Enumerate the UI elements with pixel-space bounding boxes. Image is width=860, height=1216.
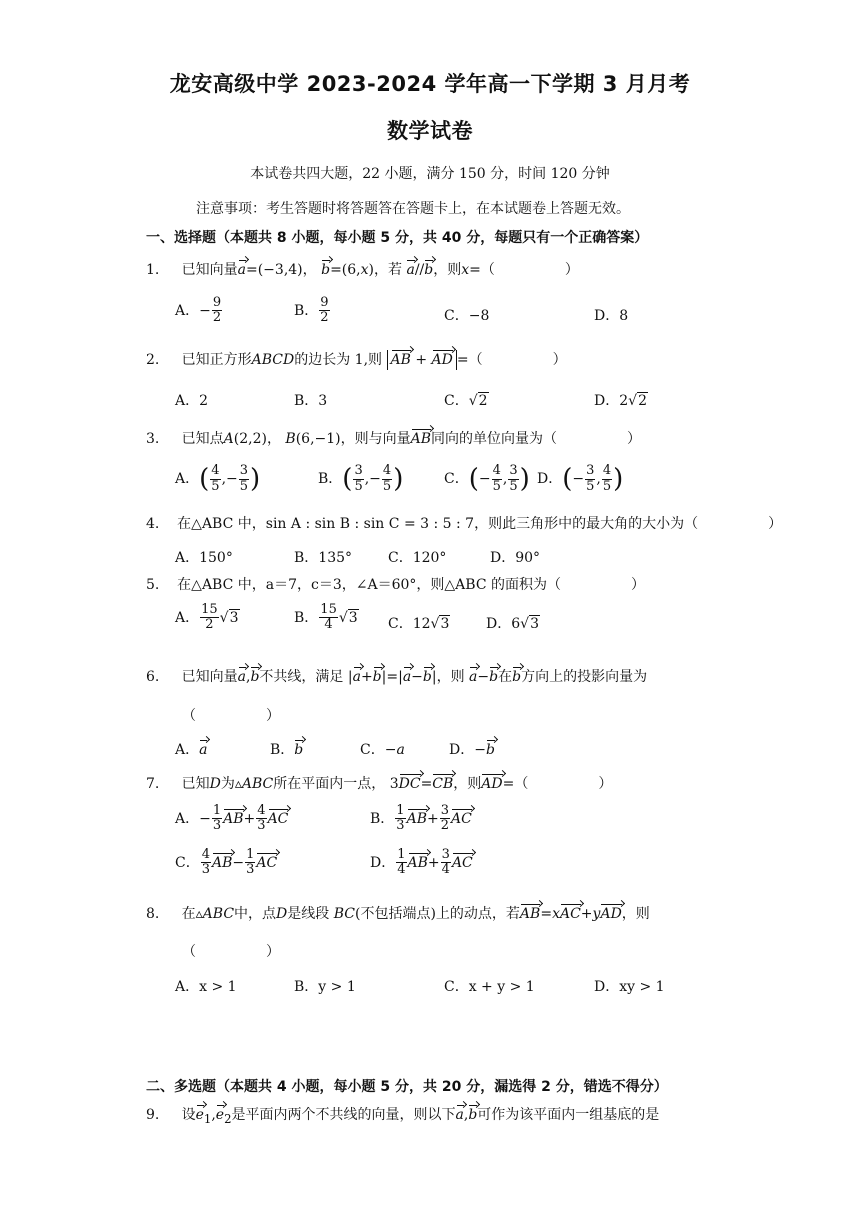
- q7-option-d[interactable]: D． $\frac{1}{4}$ AB+ $\frac{3}{4}$ AC: [370, 847, 473, 878]
- q3-option-a[interactable]: A．( $\frac{4}{5}$ ,− $\frac{3}{5}$ ): [175, 463, 261, 494]
- q5-option-a[interactable]: A． $\frac{15}{2}$ √3: [175, 602, 239, 633]
- q3-option-d[interactable]: D．(− $\frac{3}{5}$ , $\frac{4}{5}$ ): [537, 463, 624, 494]
- q8-option-b[interactable]: B．y > 1: [294, 979, 356, 995]
- q4-option-b[interactable]: B．135°: [294, 550, 353, 566]
- q6-option-a[interactable]: A．a: [175, 742, 208, 758]
- question-2: 2. 已知正方形ABCD的边长为 1,则 AB + AD =（ ）: [146, 352, 567, 368]
- q3-option-c[interactable]: C．(− $\frac{4}{5}$ , $\frac{3}{5}$ ): [444, 463, 530, 494]
- section-heading-1: 一、选择题（本题共 8 小题，每小题 5 分，共 40 分，每题只有一个正确答案）: [146, 230, 649, 246]
- q2-option-d[interactable]: D．2√2: [594, 393, 647, 409]
- q4-option-d[interactable]: D．90°: [490, 550, 541, 566]
- q8-option-a[interactable]: A．x > 1: [175, 979, 237, 995]
- q5-option-d[interactable]: D．6√3: [486, 616, 539, 632]
- q1-option-b[interactable]: B． $\frac{9}{2}$: [294, 295, 329, 326]
- q6-option-b[interactable]: B．b: [270, 742, 304, 758]
- q6-option-c[interactable]: C．−a: [360, 742, 405, 758]
- q8-option-d[interactable]: D．xy > 1: [594, 979, 665, 995]
- q3-option-b[interactable]: B．( $\frac{3}{5}$ ,− $\frac{4}{5}$ ): [318, 463, 404, 494]
- question-9: 9. 设$e_1,e_2$是平面内两个不共线的向量，则以下a,b可作为该平面内一组基底的是: [146, 1107, 660, 1126]
- q7-option-c[interactable]: C． $\frac{4}{3}$ AB− $\frac{1}{3}$ AC: [175, 847, 278, 878]
- question-1: 1. 已知向量a=(−3,4)， b=(6,x)，若 a//b，则x=（ ）: [146, 262, 579, 278]
- page-title-line1: 龙安高级中学 2023-2024 学年高一下学期 3 月月考: [169, 72, 691, 96]
- q1-option-c[interactable]: C．−8: [444, 308, 490, 324]
- question-5: 5. 在△ABC 中，a＝7，c＝3，∠A＝60°，则△ABC 的面积为（ ）: [146, 577, 646, 593]
- q8-option-c[interactable]: C．x + y > 1: [444, 979, 535, 995]
- q1-option-d[interactable]: D．8: [594, 308, 629, 324]
- question-6: 6. 已知向量a,b不共线，满足 |a+b|=|a−b|，则 a−b在b方向上的投影向量为: [146, 669, 648, 685]
- question-8: 8. 在▵ABC中，点D是线段 BC(不包括端点)上的动点，若AB=xAC+yAD，则: [146, 906, 650, 922]
- q6-option-d[interactable]: D．−b: [449, 742, 495, 758]
- q5-option-b[interactable]: B． $\frac{15}{4}$ √3: [294, 602, 358, 633]
- q5-option-c[interactable]: C．12√3: [388, 616, 450, 632]
- q2-option-a[interactable]: A．2: [175, 393, 209, 409]
- q4-option-c[interactable]: C．120°: [388, 550, 447, 566]
- question-3: 3. 已知点A(2,2)， B(6,−1)，则与向量AB同向的单位向量为（ ）: [146, 431, 642, 447]
- q2-option-c[interactable]: C．√2: [444, 393, 488, 409]
- q7-option-b[interactable]: B． $\frac{1}{3}$ AB+ $\frac{3}{2}$ AC: [370, 803, 472, 834]
- q6-answer-paren: （ ）: [182, 708, 280, 724]
- exam-info: 本试卷共四大题，22 小题，满分 150 分，时间 120 分钟: [250, 166, 610, 182]
- question-7: 7. 已知D为▵ABC所在平面内一点， 3DC=CB，则AD=（ ）: [146, 776, 613, 792]
- page-title-line2: 数学试卷: [387, 119, 473, 143]
- q1-option-a[interactable]: A．− $\frac{9}{2}$: [175, 295, 222, 326]
- exam-notice: 注意事项：考生答题时将答题答在答题卡上，在本试题卷上答题无效。: [196, 201, 630, 217]
- q2-option-b[interactable]: B．3: [294, 393, 328, 409]
- section-heading-2: 二、多选题（本题共 4 小题，每小题 5 分，共 20 分，漏选得 2 分，错选不得分）: [146, 1079, 668, 1095]
- q8-answer-paren: （ ）: [182, 944, 280, 960]
- q7-option-a[interactable]: A．− $\frac{1}{3}$ AB+ $\frac{4}{3}$ AC: [175, 803, 289, 834]
- question-4: 4. 在△ABC 中，sin A : sin B : sin C = 3 : 5 : 7，则此三角形中的最大角的大小为（ ）: [146, 516, 783, 532]
- q4-option-a[interactable]: A．150°: [175, 550, 233, 566]
